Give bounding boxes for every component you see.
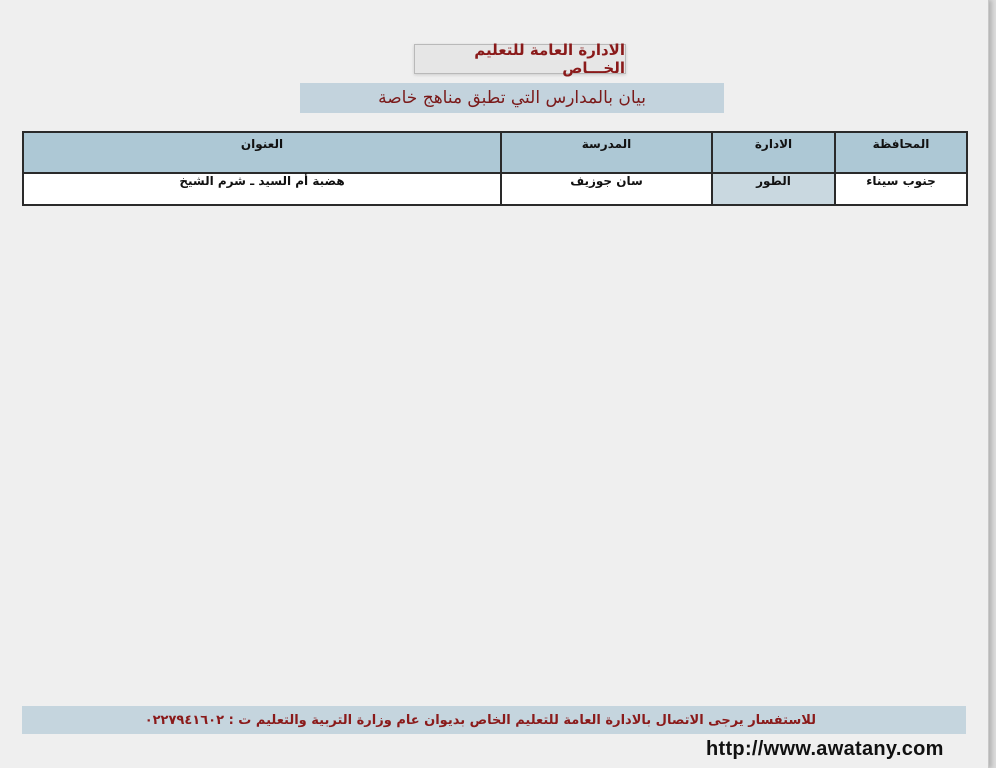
table-header-row — [23, 132, 967, 173]
contact-footer-text: للاستفسار يرجى الاتصال بالادارة العامة للتعليم الخاص بديوان عام وزارة التربية والتعليم ت : ٠٢٢٧٩٤١٦٠٢ — [144, 712, 816, 728]
table-row — [23, 173, 967, 205]
column-header-address: العنوان — [23, 132, 501, 173]
document-subtitle-text: بيان بالمدارس التي تطبق مناهج خاصة — [378, 88, 646, 108]
cell-address: هضبة أم السيد ـ شرم الشيخ — [23, 173, 501, 205]
cell-governorate: جنوب سيناء — [835, 173, 967, 205]
contact-footer — [22, 706, 966, 734]
schools-table — [22, 131, 968, 206]
cell-administration: الطور — [712, 173, 835, 205]
website-watermark[interactable]: http://www.awatany.com — [706, 738, 944, 760]
column-header-administration: الادارة — [712, 132, 835, 173]
column-header-governorate: المحافظة — [835, 132, 967, 173]
document-title — [414, 41, 626, 77]
document-title-text: الادارة العامة للتعليم الخـــاص — [474, 41, 625, 77]
column-header-school: المدرسة — [501, 132, 712, 173]
document-subtitle — [300, 83, 724, 113]
cell-school: سان جوزيف — [501, 173, 712, 205]
